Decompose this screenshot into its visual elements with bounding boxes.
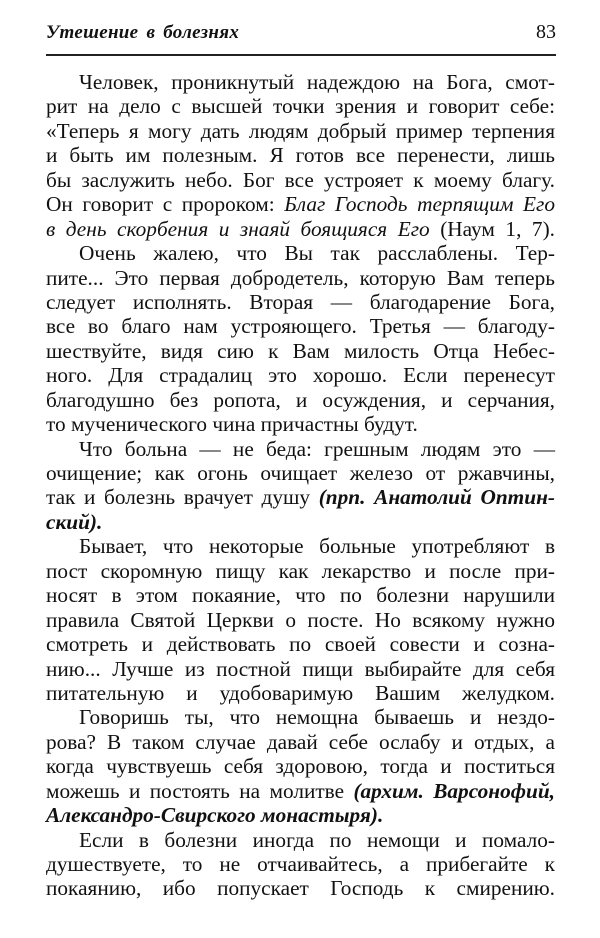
text-line: [46, 168, 555, 192]
text-line: [46, 94, 555, 118]
text-line: [46, 143, 555, 167]
text-run: Очень жалею, что Вы так расслаблены. Тер-: [79, 241, 555, 266]
text-run: Что больна — не беда: грешным людям это —: [79, 436, 555, 461]
text-run: Говоришь ты, что немощна бываешь и нездо-: [79, 705, 555, 730]
text-line: [46, 437, 555, 461]
text-line: [46, 730, 555, 754]
text-line: [46, 339, 555, 363]
text-line: [46, 314, 555, 338]
text-line: [46, 559, 555, 583]
text-run: носят в этом покаяние, что по болезни нарушили: [46, 583, 555, 608]
italic-citation: Александро-Свирского монастыря).: [46, 803, 384, 828]
text-line: [46, 461, 555, 485]
text-line: [46, 754, 555, 778]
italic-citation: ский).: [46, 509, 103, 534]
text-line: [46, 266, 555, 290]
text-run: рит на дело с высшей точки зрения и говорит себе:: [46, 94, 555, 119]
text-run: то мученического чина причастны будут.: [46, 412, 418, 437]
text-line: [46, 192, 555, 216]
text-line: [46, 363, 555, 387]
text-run: душествуете, то не отчаивайтесь, а прибегайте к: [46, 852, 555, 876]
text-run: рова? В таком случае давай себе ослабу и отдых, а: [46, 729, 555, 754]
text-run: следует исполнять. Вторая — благодарение Бога,: [46, 289, 555, 314]
text-run: пите... Это первая добродетель, которую Вам теперь: [46, 265, 555, 290]
text-run: нию... Лучше из постной пищи выбирайте для себя: [46, 656, 555, 681]
text-line: [46, 657, 555, 681]
text-line: [46, 510, 555, 534]
running-head: [46, 18, 556, 48]
text-line: [46, 412, 555, 436]
text-run: так и болезнь врачует душу: [46, 485, 319, 510]
text-run: пост скоромную пищу как лекарство и после при-: [46, 558, 555, 583]
text-line: [46, 119, 555, 143]
text-line: [46, 632, 555, 656]
text-run: шествуйте, видя сию к Вам милость Отца Небес-: [46, 338, 555, 363]
text-run: когда чувствуешь себя здоровою, тогда и поститься: [46, 754, 555, 779]
body-text: [46, 70, 555, 901]
header-rule: [46, 54, 556, 56]
text-run: Он говорит с пророком:: [46, 192, 285, 217]
text-line: [46, 705, 555, 729]
text-line: [46, 608, 555, 632]
text-run: Если в болезни иногда по немощи и помало-: [79, 827, 555, 852]
text-line: [46, 803, 555, 827]
text-line: [46, 290, 555, 314]
text-run: Человек, проникнутый надеждою на Бога, смот-: [79, 70, 555, 94]
text-line: [46, 828, 555, 852]
text-line: [46, 217, 555, 241]
text-run: бы заслужить небо. Бог все устрояет к моему благу.: [46, 167, 555, 192]
text-run: можешь и постоять на молитве: [46, 778, 354, 803]
text-run: питательную и удобоваримую Вашим желудком.: [46, 680, 555, 705]
italic-citation: (архим. Варсонофий,: [353, 778, 555, 803]
text-run: очищение; как огонь очищает железо от ржавчины,: [46, 461, 555, 485]
text-run: и быть им полезным. Я готов все перенести, лишь: [46, 143, 555, 168]
page-number: 83: [536, 21, 556, 43]
italic-citation: в день скорбения и знаяй боящияся Его: [46, 216, 430, 241]
text-line: [46, 485, 555, 509]
text-run: покаянию, ибо попускает Господь к смирению.: [46, 876, 555, 901]
text-line: [46, 779, 555, 803]
running-title: Утешение в болезнях: [46, 22, 240, 43]
text-run: ного. Для страдалиц это хорошо. Если перенесут: [46, 363, 555, 388]
text-line: [46, 681, 555, 705]
text-line: [46, 241, 555, 265]
text-run: (Наум 1, 7).: [429, 216, 555, 241]
text-run: благодушно без ропота, и осуждения, и серчания,: [46, 387, 555, 412]
text-line: [46, 388, 555, 412]
text-line: [46, 852, 555, 876]
italic-citation: Благ Господь терпящим Его: [284, 192, 555, 217]
text-run: все во благо нам устрояющего. Третья — благоду-: [46, 314, 555, 339]
text-run: «Теперь я могу дать людям добрый пример терпения: [46, 118, 555, 143]
text-line: [46, 876, 555, 900]
text-run: Бывает, что некоторые больные употребляют в: [79, 534, 555, 559]
text-run: смотреть и действовать по своей совести и созна-: [46, 632, 555, 657]
text-line: [46, 583, 555, 607]
text-line: [46, 70, 555, 94]
italic-citation: (прп. Анатолий Оптин-: [318, 485, 556, 510]
text-line: [46, 534, 555, 558]
text-run: правила Святой Церкви о посте. Но всякому нужно: [46, 607, 555, 632]
